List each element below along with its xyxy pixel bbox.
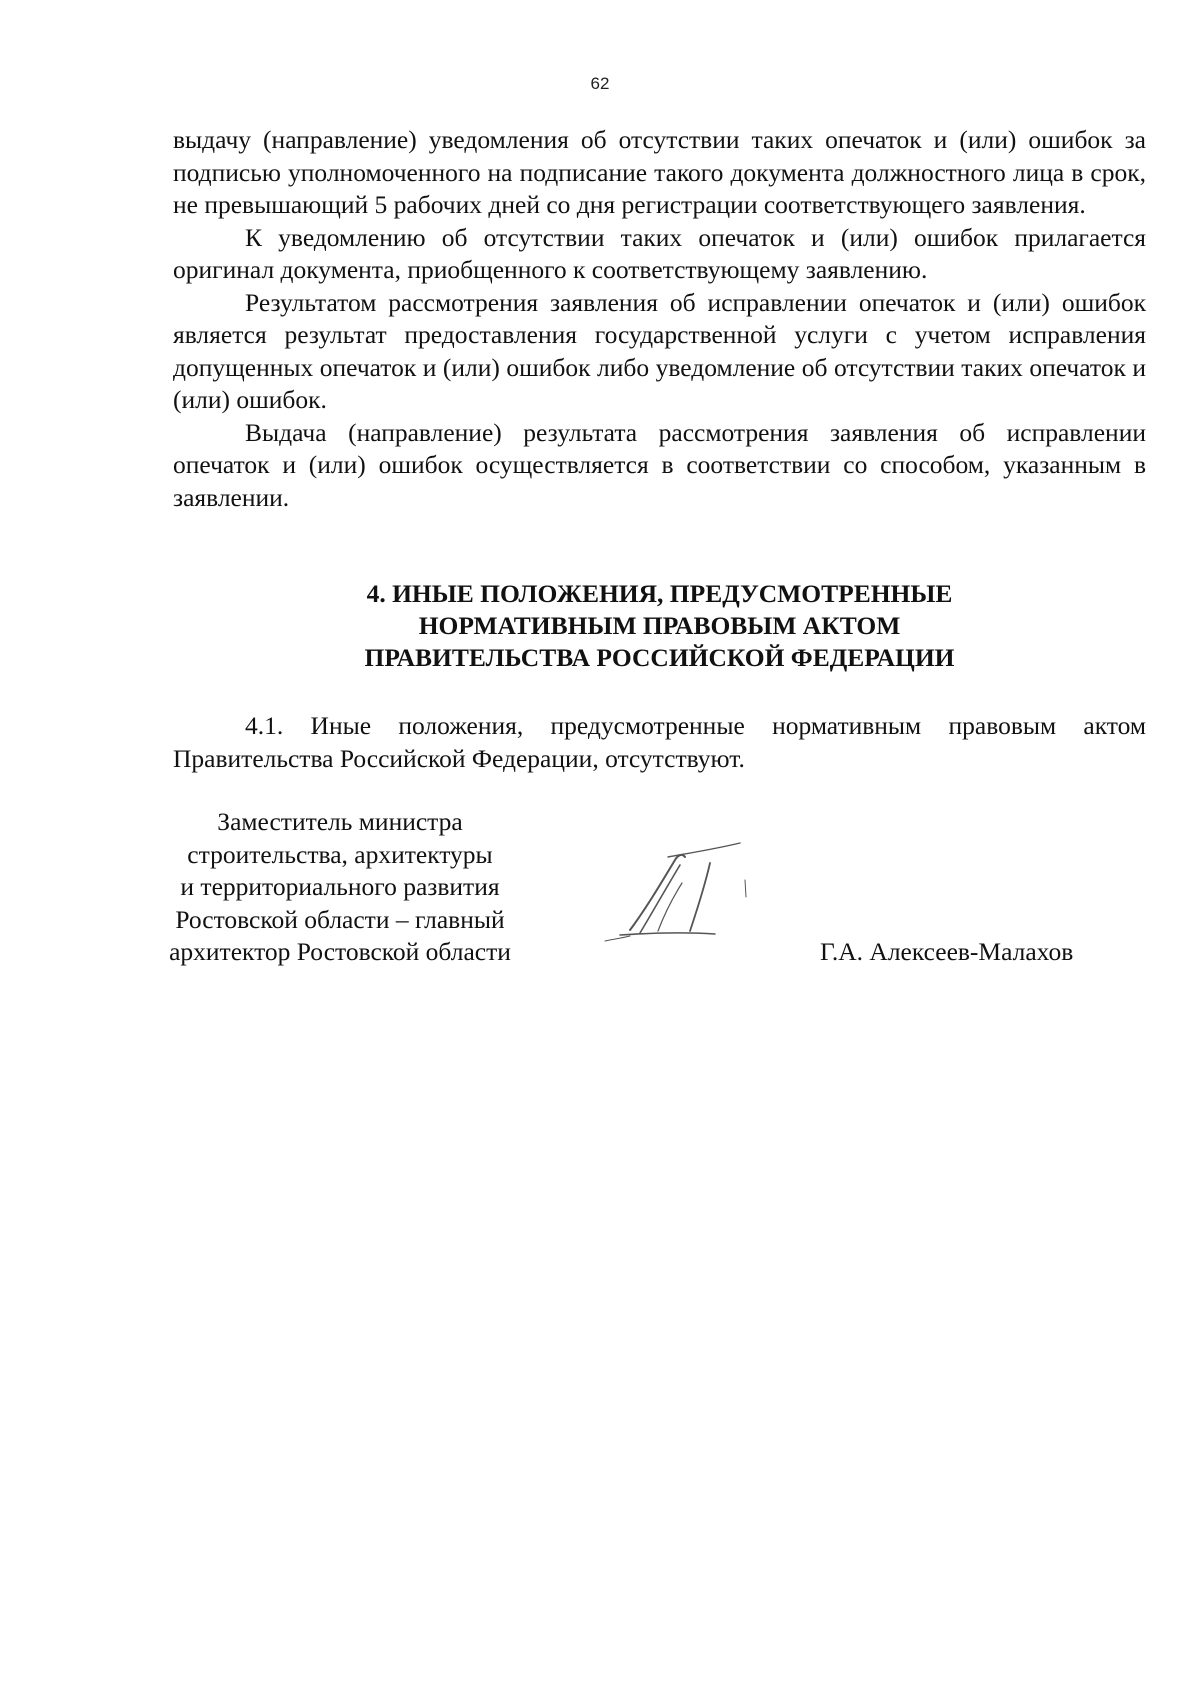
section-text <box>173 710 1146 775</box>
signer-title-line: Ростовской области – главный <box>175 904 505 934</box>
body-text <box>173 124 1146 514</box>
paragraph-notice-attachment: К уведомлению об отсутствии таких опечаток и (или) ошибок прилагается оригинал документа, приобщенного к соответствующему заявлению. <box>173 222 1146 284</box>
signature-stroke <box>640 865 680 933</box>
signature-stroke <box>605 936 630 941</box>
signature-stroke <box>668 843 740 857</box>
signer-title-line: строительства, архитектуры <box>187 839 493 869</box>
section-heading-line: 4. ИНЫЕ ПОЛОЖЕНИЯ, ПРЕДУСМОТРЕННЫЕ <box>366 579 953 608</box>
signer-title <box>130 806 550 969</box>
signature-stroke <box>620 933 715 935</box>
section-heading <box>173 578 1146 674</box>
paragraph-review-result: Результатом рассмотрения заявления об исправлении опечаток и (или) ошибок является результат предоставления государственной услуги с учетом исправления допущенных опечаток и (или) ошибок либо уведомление об отсутствии таких опечаток и (или) ошибок. <box>173 287 1146 414</box>
paragraph-other-provisions: 4.1. Иные положения, предусмотренные нормативным правовым актом Правительства Российской Федерации, отсутствуют. <box>173 711 1146 773</box>
section-heading-line: НОРМАТИВНЫМ ПРАВОВЫМ АКТОМ <box>418 611 901 640</box>
paragraph-continuation: выдачу (направление) уведомления об отсутствии таких опечаток и (или) ошибок за подписью уполномоченного на подписание такого документа должностного лица в срок, не превышающий 5 рабочих дней со дня регистрации соответствующего заявления. <box>173 125 1146 219</box>
signature-stroke <box>690 863 710 931</box>
signer-title-line: и территориального развития <box>180 872 500 901</box>
signer-title-line: архитектор Ростовской области <box>169 937 511 966</box>
signature-stroke <box>658 883 682 931</box>
signer-name: Г.А. Алексеев-Малахов <box>820 937 1074 966</box>
signer-title-line: Заместитель министра <box>217 807 463 836</box>
signature-stroke <box>745 880 746 897</box>
page-number: 62 <box>590 74 610 93</box>
handwritten-signature <box>590 835 760 945</box>
section-heading-line: ПРАВИТЕЛЬСТВА РОССИЙСКОЙ ФЕДЕРАЦИИ <box>364 643 955 672</box>
paragraph-issuance: Выдача (направление) результата рассмотрения заявления об исправлении опечаток и (или) ошибок осуществляется в соответствии со способом, указанным в заявлении. <box>173 417 1146 512</box>
